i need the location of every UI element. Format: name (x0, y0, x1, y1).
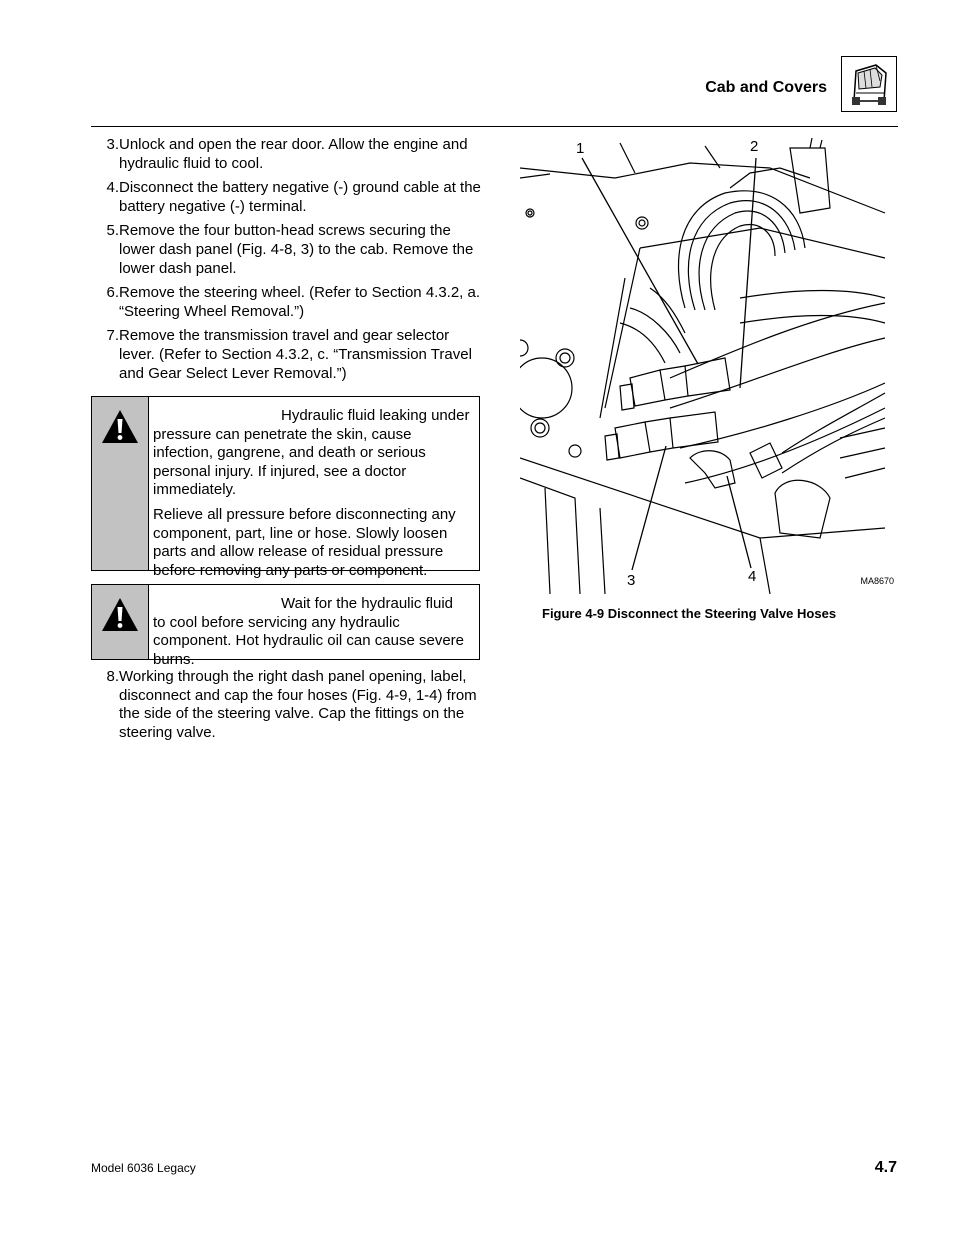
warning-lead: Hydraulic fluid leaking under (281, 407, 470, 424)
callout-2: 2 (750, 138, 759, 155)
footer-model: Model 6036 Legacy (91, 1161, 196, 1175)
warning-text (149, 397, 479, 579)
procedure-steps-continued (91, 668, 483, 748)
callout-1: 1 (576, 140, 585, 157)
warning-triangle-icon (100, 408, 140, 446)
step-number: 4. (106, 179, 119, 197)
step-number: 8. (106, 668, 119, 685)
steering-valve-hoses-drawing (520, 138, 898, 594)
step-number: 5. (106, 222, 119, 240)
list-item (91, 222, 483, 278)
cab-icon (841, 56, 897, 112)
step-number: 7. (106, 327, 119, 345)
warning-side-panel (92, 397, 149, 570)
list-item (91, 284, 483, 321)
callout-3: 3 (627, 572, 636, 589)
step-text: Remove the four button-head screws securing the lower dash panel (Fig. 4-8, 3) to the cab. Remove the lower dash panel. (119, 222, 474, 277)
procedure-steps (91, 136, 483, 389)
section-title: Cab and Covers (705, 79, 827, 96)
step-text: Disconnect the battery negative (-) ground cable at the battery negative (-) terminal. (119, 179, 481, 215)
figure-code: MA8670 (860, 576, 894, 586)
callout-4: 4 (748, 568, 757, 585)
figure-caption: Figure 4-9 Disconnect the Steering Valve Hoses (542, 606, 837, 621)
list-item (91, 327, 483, 383)
header-divider (91, 126, 898, 127)
step-number: 6. (106, 284, 119, 302)
warning-text-body: to cool before servicing any hydraulic component. Hot hydraulic oil can cause severe burns. (153, 613, 465, 668)
warning-box (91, 396, 480, 579)
figure-illustration (520, 138, 898, 594)
step-text: Remove the transmission travel and gear selector lever. (Refer to Section 4.3.2, c. “Transmission Travel and Gear Select Lever Removal.”) (119, 327, 472, 382)
caution-box (91, 584, 480, 668)
warning-text-body: pressure can penetrate the skin, cause infection, gangrene, and death or serious personal injury. If injured, see a doctor immediately. (153, 425, 426, 499)
step-number: 3. (106, 136, 119, 153)
warning-text (149, 585, 479, 668)
warning-lead: Wait for the hydraulic fluid (281, 595, 454, 612)
step-text: Unlock and open the rear door. Allow the engine and hydraulic fluid to cool. (119, 136, 468, 172)
warning-triangle-icon (100, 596, 140, 634)
step-text: Working through the right dash panel opening, label, disconnect and cap the four hoses (Fig. 4-9, 1-4) from the side of the steering valve. Cap the fittings on the steering valve. (119, 668, 477, 741)
list-item (91, 668, 483, 742)
page-number: 4.7 (874, 1159, 897, 1176)
step-text: Remove the steering wheel. (Refer to Section 4.3.2, a. “Steering Wheel Removal.”) (119, 284, 481, 320)
warning-side-panel (92, 585, 149, 659)
list-item (91, 136, 483, 173)
warning-instruction: Relieve all pressure before disconnecting any component, part, line or hose. Slowly loosen parts and allow release of residual pressure before removing any parts or component. (153, 505, 456, 579)
list-item (91, 179, 483, 216)
